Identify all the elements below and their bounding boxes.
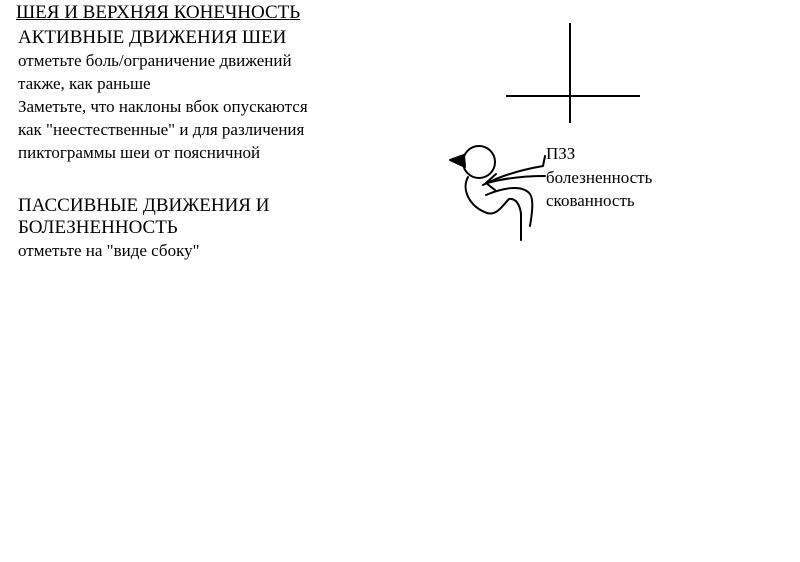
head-circle [463, 146, 495, 178]
active-movements-section [18, 27, 308, 164]
neck-pictogram-figure [440, 18, 660, 248]
figure-label-stiffness: скованность [546, 191, 635, 210]
body-outline-front [466, 177, 521, 240]
arm-outline [486, 188, 532, 226]
active-instruction-line: отметьте боль/ограничение движений [18, 51, 292, 70]
active-instruction-line: Заметьте, что наклоны вбок опускаются [18, 97, 308, 116]
crosshair-icon [506, 23, 640, 123]
nose-beak [450, 155, 465, 167]
active-instruction-line: как "неестественные" и для различения [18, 120, 305, 139]
page-heading: ШЕЯ И ВЕРХНЯЯ КОНЕЧНОСТЬ [16, 2, 301, 23]
figure-label-pain: болезненность [546, 168, 653, 187]
active-instruction-line: пиктограммы шеи от поясничной [18, 143, 261, 162]
figure-label-pzz: ПЗЗ [546, 144, 576, 163]
active-instruction-line: также, как раньше [18, 74, 151, 93]
passive-instruction-line: отметьте на "виде сбоку" [18, 241, 200, 260]
passive-movements-section [18, 195, 269, 262]
active-movements-title: АКТИВНЫЕ ДВИЖЕНИЯ ШЕИ [18, 27, 287, 48]
side-view-figure-icon [450, 146, 545, 240]
passive-movements-title: БОЛЕЗНЕННОСТЬ [18, 217, 178, 238]
passive-movements-title: ПАССИВНЫЕ ДВИЖЕНИЯ И [18, 195, 270, 216]
